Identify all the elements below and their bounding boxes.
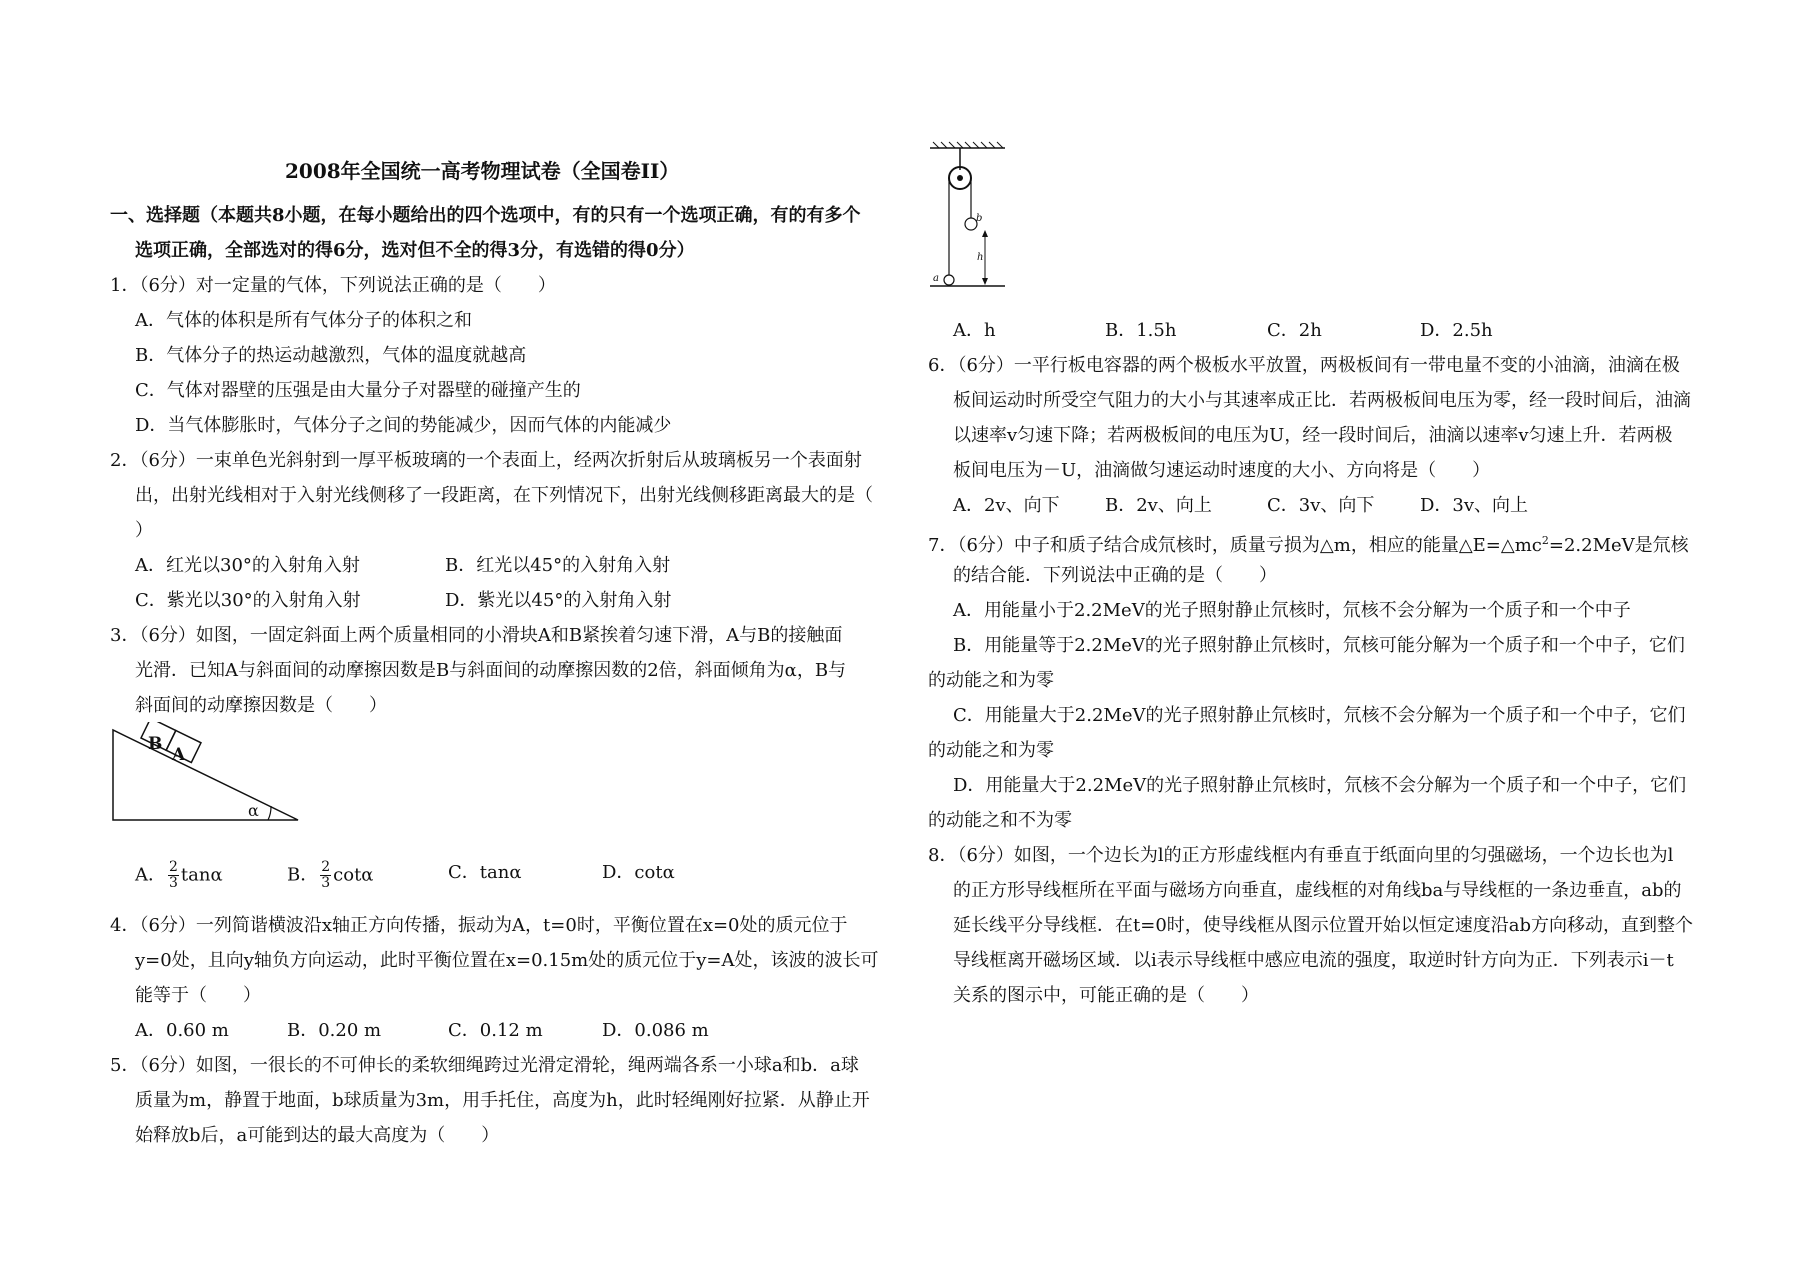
section-heading-line2: 选项正确，全部选对的得6分，选对但不全的得3分，有选错的得0分）	[135, 240, 695, 261]
q3-stem-line2: 光滑．已知A与斜面间的动摩擦因数是B与斜面间的动摩擦因数的2倍，斜面倾角为α，B与	[135, 660, 847, 681]
q6-stem-line1: 6．（6分）一平行板电容器的两个极板水平放置，两极板间有一带电量不变的小油滴，油滴在极	[928, 355, 1680, 376]
pulley-diagram	[925, 140, 1015, 290]
q6-option-b: B．2v、向上	[1105, 495, 1212, 516]
q2-option-b: B．红光以45°的入射角入射	[445, 555, 671, 576]
q3-option-a-numerator: 2	[169, 859, 178, 875]
q7-stem-line1-sup: 2	[1541, 534, 1549, 547]
q7-option-a: A．用能量小于2.2MeV的光子照射静止氘核时，氘核不会分解为一个质子和一个中子	[953, 600, 1631, 621]
q7-option-d-line2: 的动能之和不为零	[928, 810, 1072, 831]
q1-option-d: D．当气体膨胀时，气体分子之间的势能减少，因而气体的内能减少	[135, 415, 672, 436]
q3-stem-line3: 斜面间的动摩擦因数是（ ）	[135, 695, 387, 716]
ball-a	[944, 275, 954, 285]
q2-stem-line2: 出，出射光线相对于入射光线侧移了一段距离，在下列情况下，出射光线侧移距离最大的是（	[135, 485, 873, 506]
q2-option-c: C．紫光以30°的入射角入射	[135, 590, 361, 611]
q7-option-c-line2: 的动能之和为零	[928, 740, 1054, 761]
q1-option-c: C．气体对器壁的压强是由大量分子对器壁的碰撞产生的	[135, 380, 581, 401]
q4-option-c: C．0.12 m	[448, 1020, 543, 1041]
q8-stem-line3: 延长线平分导线框．在t=0时，使导线框从图示位置开始以恒定速度沿ab方向移动，直到整个	[953, 915, 1694, 936]
q5-option-d: D．2.5h	[1420, 320, 1493, 341]
q6-option-c: C．3v、向下	[1267, 495, 1375, 516]
q6-stem-line3: 以速率v匀速下降；若两极板间的电压为U，经一段时间后，油滴以速率v匀速上升．若两极	[953, 425, 1673, 446]
q6-stem-line4: 板间电压为－U，油滴做匀速运动时速度的大小、方向将是（ ）	[953, 460, 1491, 481]
q3-option-b-denominator: 3	[321, 875, 331, 891]
incline-triangle	[113, 730, 298, 820]
block-a-label: A	[172, 745, 186, 765]
q1-option-a: A．气体的体积是所有气体分子的体积之和	[135, 310, 472, 331]
ball-a-label: a	[933, 273, 939, 284]
q2-stem-line3: ）	[135, 520, 153, 541]
angle-label: α	[248, 801, 259, 820]
q7-stem-line2: 的结合能．下列说法中正确的是（ ）	[953, 565, 1277, 586]
q4-stem-line2: y=0处，且向y轴负方向运动，此时平衡位置在x=0.15m处的质元位于y=A处，该波的波长可	[135, 950, 879, 971]
q5-option-a: A．h	[953, 320, 996, 341]
q3-stem-line1: 3．（6分）如图，一固定斜面上两个质量相同的小滑块A和B紧挨着匀速下滑，A与B的接触面	[110, 625, 843, 646]
q4-stem-line1: 4．（6分）一列简谐横波沿x轴正方向传播，振动为A，t=0时，平衡位置在x=0处的质元位于	[110, 915, 848, 936]
q4-option-d: D．0.086 m	[602, 1020, 709, 1041]
q6-option-d: D．3v、向上	[1420, 495, 1529, 516]
q7-option-c-line1: C．用能量大于2.2MeV的光子照射静止氘核时，氘核不会分解为一个质子和一个中子，它们	[953, 705, 1686, 726]
q5-stem-line1: 5．（6分）如图，一很长的不可伸长的柔软细绳跨过光滑定滑轮，绳两端各系一小球a和b．a球	[110, 1055, 859, 1076]
q3-option-a-suffix: tanα	[180, 864, 223, 886]
q7-stem-line1-post: =2.2MeV是氘核	[1548, 535, 1689, 556]
q3-option-a	[135, 860, 223, 891]
q3-option-d: D．cotα	[602, 862, 675, 883]
q3-option-b	[287, 860, 373, 891]
q5-stem-line3: 始释放b后，a可能到达的最大高度为（ ）	[135, 1125, 500, 1146]
q3-option-a-denominator: 3	[169, 875, 178, 891]
block-b-label: B	[148, 734, 163, 754]
q7-option-b-line2: 的动能之和为零	[928, 670, 1054, 691]
q8-stem-line1: 8．（6分）如图，一个边长为l的正方形虚线框内有垂直于纸面向里的匀强磁场，一个边长也为l	[928, 845, 1674, 866]
q6-stem-line2: 板间运动时所受空气阻力的大小与其速率成正比．若两极板间电压为零，经一段时间后，油滴	[953, 390, 1691, 411]
q6-option-a: A．2v、向下	[953, 495, 1060, 516]
q4-option-b: B．0.20 m	[287, 1020, 382, 1041]
q4-option-a: A．0.60 m	[135, 1020, 229, 1041]
q7-option-d-line1: D．用能量大于2.2MeV的光子照射静止氘核时，氘核不会分解为一个质子和一个中子，它们	[953, 775, 1687, 796]
height-label: h	[977, 252, 984, 263]
q5-option-b: B．1.5h	[1105, 320, 1177, 341]
q3-option-a-prefix: A．	[135, 864, 166, 886]
q2-option-d: D．紫光以45°的入射角入射	[445, 590, 672, 611]
q3-option-c: C．tanα	[448, 862, 522, 883]
q1-option-b: B．气体分子的热运动越激烈，气体的温度就越高	[135, 345, 527, 366]
q2-stem-line1: 2．（6分）一束单色光斜射到一厚平板玻璃的一个表面上，经两次折射后从玻璃板另一个表面射	[110, 450, 862, 471]
q8-stem-line2: 的正方形导线框所在平面与磁场方向垂直，虚线框的对角线ba与导线框的一条边垂直，ab的	[953, 880, 1682, 901]
q5-option-c: C．2h	[1267, 320, 1322, 341]
q7-option-b-line1: B．用能量等于2.2MeV的光子照射静止氘核时，氘核可能分解为一个质子和一个中子，它们	[953, 635, 1685, 656]
section-heading-line1: 一、选择题（本题共8小题，在每小题给出的四个选项中，有的只有一个选项正确，有的有多个	[110, 205, 861, 226]
angle-arc	[268, 806, 271, 820]
q3-option-b-fraction	[320, 860, 331, 891]
q3-option-b-prefix: B．	[287, 864, 319, 886]
q7-stem-line1	[928, 530, 1689, 557]
q4-stem-line3: 能等于（ ）	[135, 985, 261, 1006]
q3-option-b-numerator: 2	[321, 859, 331, 875]
incline-diagram	[108, 722, 308, 827]
q3-option-a-fraction	[168, 860, 179, 891]
q8-stem-line5: 关系的图示中，可能正确的是（ ）	[953, 985, 1259, 1006]
q5-stem-line2: 质量为m，静置于地面，b球质量为3m，用手托住，高度为h，此时轻绳刚好拉紧．从静止开	[135, 1090, 870, 1111]
page-title: 2008年全国统一高考物理试卷（全国卷II）	[285, 159, 680, 183]
q1-stem: 1．（6分）对一定量的气体，下列说法正确的是（ ）	[110, 275, 556, 296]
q7-stem-line1-pre: 7．（6分）中子和质子结合成氘核时，质量亏损为△m，相应的能量△E=△mc	[928, 535, 1542, 556]
ball-b-label: b	[976, 213, 983, 224]
q3-option-b-suffix: cotα	[333, 864, 374, 886]
q8-stem-line4: 导线框离开磁场区域．以i表示导线框中感应电流的强度，取逆时针方向为正．下列表示i－t	[953, 950, 1674, 971]
q2-option-a: A．红光以30°的入射角入射	[135, 555, 360, 576]
